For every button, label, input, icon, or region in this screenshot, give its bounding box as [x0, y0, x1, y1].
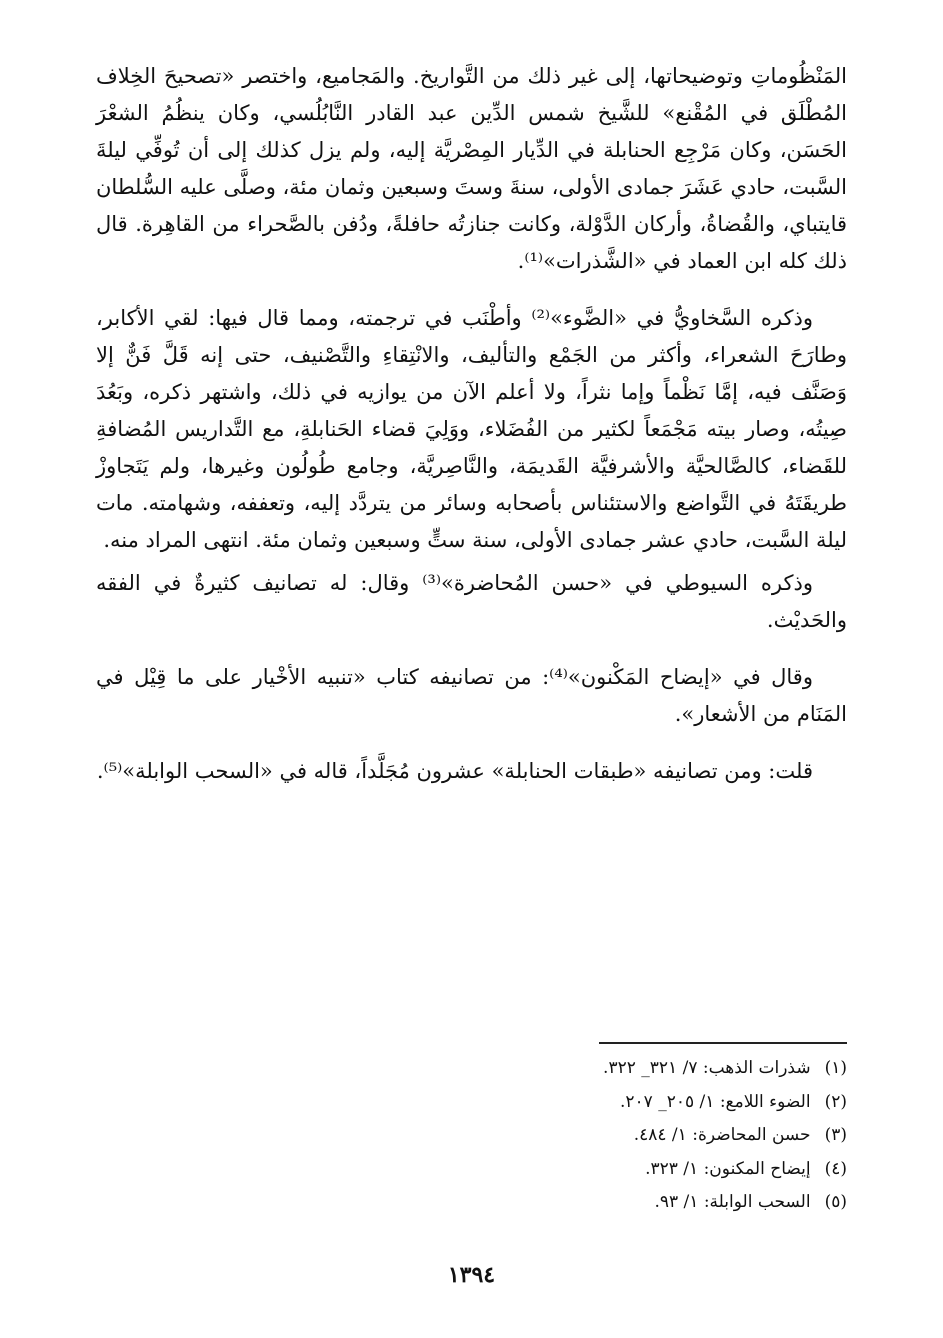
footnote-number: (٥)	[824, 1192, 847, 1212]
footnote-number: (٤)	[824, 1158, 847, 1179]
paragraph-5: قلت: ومن تصانيفه «طبقات الحنابلة» عشرون مُجَلَّداً، قاله في «السحب الوابلة»⁽⁵⁾.	[96, 759, 813, 783]
footnote-text: الضوء اللامع: ١/ ٢٠٥_ ٢٠٧.	[620, 1091, 811, 1112]
footnote-number: (٣)	[824, 1125, 847, 1145]
footnote-item	[347, 1119, 847, 1153]
paragraph-2: وذكره السَّخاويُّ في «الضَّوء»⁽²⁾ وأطْنَب في ترجمته، ومما قال فيها: لقي الأكابر، وطارَحَ الشعراء، وأكثر من الجَمْع والتأليف، والانْتِقاءِ والتَّصْنيف، حتى إنه قَلَّ فَنٌّ إلا وَصَنَّف فيه، إمَّا نَظْماً وإما نثراً، ولا أعلم الآن من يوازيه في ذلك، واشتهر ذكره، وبَعُدَ صِيتُه، وصار بيته مَجْمَعاً لكثير من الفُضَلاء، ووَلِيَ قضاء الحَنابلةِ، مع التَّداريس المُضافةِ للقَضاء، كالصَّالحيَّة والأشرفيَّة القَديمَة، والنَّاصِريَّة، وجامع طُولُون وغيرها، ولم يَتَجاوزْ طريقَتَهُ في التَّواضع والاستئناس بأصحابه وسائر من يتردَّد إليه، وتعففه، وشهامته. مات ليلة السَّبت، حادي عشر جمادى الأولى، سنة ستٍّ وسبعين وثمان مئة. انتهى المراد منه.	[96, 306, 847, 552]
footnote-item	[347, 1153, 847, 1187]
footnote-text: السحب الوابلة: ١/ ٩٣.	[654, 1192, 811, 1212]
footnote-item	[347, 1052, 847, 1086]
footnote-item	[347, 1186, 847, 1220]
footnote-divider	[599, 1042, 847, 1044]
footnote-number: (١)	[824, 1058, 847, 1078]
footnote-text: شذرات الذهب: ٧/ ٣٢١_ ٣٢٢.	[603, 1058, 811, 1078]
page-number: ١٣٩٤	[447, 1262, 496, 1288]
footnote-text: إيضاح المكنون: ١/ ٣٢٣.	[645, 1158, 811, 1179]
main-text	[96, 58, 847, 790]
footnote-item	[347, 1086, 847, 1120]
footnote-text: حسن المحاضرة: ١/ ٤٨٤.	[633, 1125, 811, 1145]
paragraph-3: وذكره السيوطي في «حسن المُحاضرة»⁽³⁾ وقال: له تصانيف كثيرةٌ في الفقه والحَديْث.	[96, 571, 847, 632]
paragraph-1: المَنْظُوماتِ وتوضيحاتها، إلى غير ذلك من التَّواريخ. والمَجاميع، واختصر «تصحيحَ الخِلاف المُطْلَق في المُقْنع» للشَّيخ شمس الدِّين عبد القادر النَّابُلُسي، وكان ينظُمُ الشعْرَ الحَسَن، وكان مَرْجِع الحنابلة في الدِّيار المِصْريَّة إليه، ولم يزل كذلك إلى أن تُوفِّي ليلةَ السَّبت، حادي عَشَرَ جمادى الأولى، سنةَ وستَ وسبعين وثمان مئة، وصلَّى عليه السُّلطان قايتباي، والقُضاةُ، وأركان الدَّوْلة، وكانت جنازتُه حافلةً، ودُفن بالصَّحراء من القاهِرة. قال ذلك كله ابن العماد في «الشَّذرات»⁽¹⁾.	[96, 64, 847, 273]
footnotes	[347, 1052, 847, 1220]
footnote-number: (٢)	[824, 1091, 847, 1112]
paragraph-4: وقال في «إيضاح المَكْنون»⁽⁴⁾: من تصانيفه كتاب «تنبيه الأخْيار على ما قِيْل في المَنَام من الأشعار».	[96, 665, 847, 726]
